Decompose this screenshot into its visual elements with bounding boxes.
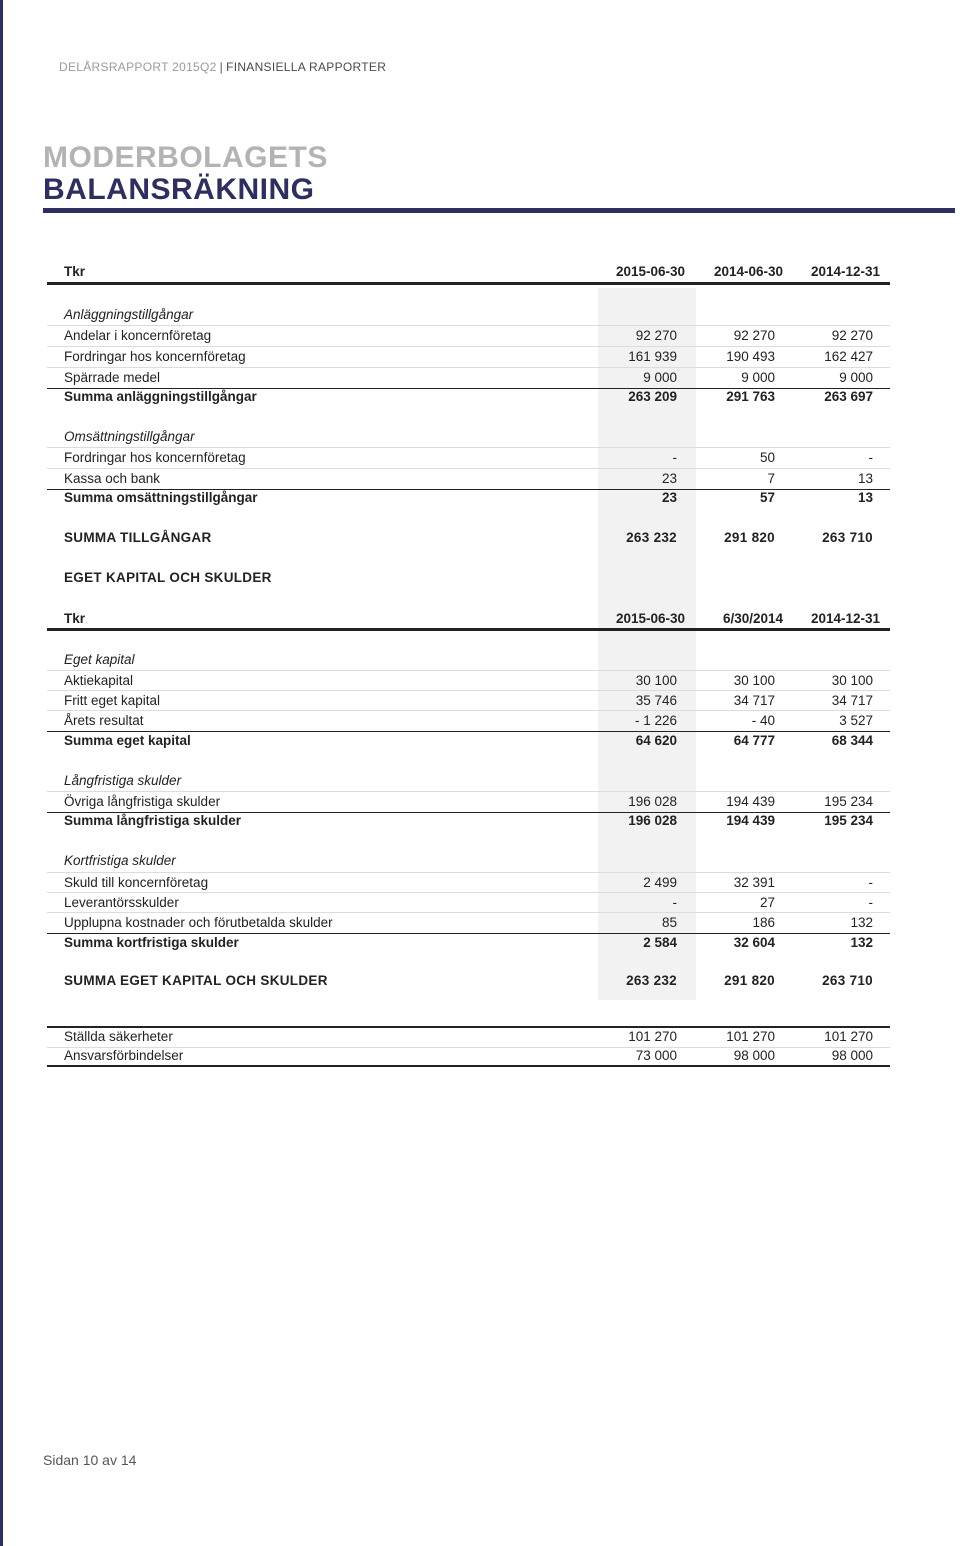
row-label: Andelar i koncernföretag bbox=[64, 328, 212, 343]
heading-label: Eget kapital bbox=[64, 652, 135, 667]
value-col3: 98 000 bbox=[831, 1048, 873, 1063]
value-col2: 190 493 bbox=[726, 349, 775, 364]
liabilities-header-rule bbox=[47, 628, 890, 631]
value-col2: - 40 bbox=[751, 713, 775, 728]
value-col2: 57 bbox=[759, 490, 775, 505]
value-col1: 196 028 bbox=[628, 813, 677, 828]
heading-label: Långfristiga skulder bbox=[64, 773, 182, 788]
left-accent-bar bbox=[0, 0, 3, 1546]
header-separator: | bbox=[219, 60, 224, 74]
value-col1: 23 bbox=[661, 490, 677, 505]
value-col2: 32 391 bbox=[733, 875, 775, 890]
value-col2: 291 763 bbox=[726, 389, 775, 404]
row-label: Leverantörsskulder bbox=[64, 895, 179, 910]
grand-total-row bbox=[47, 971, 890, 991]
liabilities-table-header bbox=[47, 609, 890, 629]
value-col3: 132 bbox=[850, 935, 873, 950]
value-col2: 50 bbox=[759, 450, 775, 465]
row-label: SUMMA EGET KAPITAL OCH SKULDER bbox=[64, 973, 328, 988]
row-label: Upplupna kostnader och förutbetalda skulder bbox=[64, 915, 333, 930]
table-row bbox=[47, 872, 890, 893]
table-row bbox=[47, 346, 890, 367]
value-col2: 194 439 bbox=[726, 794, 775, 809]
row-label: Summa anläggningstillgångar bbox=[64, 389, 257, 404]
column-header-3: 2014-12-31 bbox=[810, 264, 880, 279]
section-heading bbox=[47, 851, 890, 871]
row-label: Aktiekapital bbox=[64, 673, 134, 688]
section-title bbox=[47, 568, 890, 588]
value-col3: 13 bbox=[857, 490, 873, 505]
value-col2: 92 270 bbox=[733, 328, 775, 343]
heading-label: Omsättningstillgångar bbox=[64, 429, 195, 444]
section-heading bbox=[47, 650, 890, 670]
value-col3: 13 bbox=[857, 471, 873, 486]
value-col1: 9 000 bbox=[643, 370, 677, 385]
value-col1: 30 100 bbox=[635, 673, 677, 688]
table-row bbox=[47, 912, 890, 934]
subtotal-row bbox=[47, 811, 890, 831]
table-row bbox=[47, 892, 890, 913]
value-col3: 162 427 bbox=[824, 349, 873, 364]
value-col3: 263 710 bbox=[822, 530, 873, 545]
report-name: DELÅRSRAPPORT 2015Q2 bbox=[59, 60, 217, 74]
subtotal-row bbox=[47, 488, 890, 508]
value-col1: - bbox=[672, 895, 677, 910]
value-col1: 64 620 bbox=[635, 733, 677, 748]
value-col2: 32 604 bbox=[733, 935, 775, 950]
table-row bbox=[47, 447, 890, 468]
value-col2: 34 717 bbox=[733, 693, 775, 708]
row-label: Ansvarsförbindelser bbox=[64, 1048, 184, 1063]
value-col2: 9 000 bbox=[741, 370, 775, 385]
row-label: Summa kortfristiga skulder bbox=[64, 935, 239, 950]
value-col1: 101 270 bbox=[628, 1029, 677, 1044]
assets-header-rule bbox=[47, 282, 890, 285]
value-col3: 101 270 bbox=[824, 1029, 873, 1044]
value-col2: 64 777 bbox=[733, 733, 775, 748]
section-heading bbox=[47, 427, 890, 447]
table-row bbox=[47, 325, 890, 346]
row-label: Fritt eget kapital bbox=[64, 693, 161, 708]
value-col1: - bbox=[672, 450, 677, 465]
page-title-line1: MODERBOLAGETS bbox=[43, 141, 328, 174]
value-col3: 30 100 bbox=[831, 673, 873, 688]
row-label: Fordringar hos koncernföretag bbox=[64, 450, 246, 465]
page-header bbox=[59, 60, 386, 74]
value-col1: 263 232 bbox=[626, 530, 677, 545]
value-col1: 92 270 bbox=[635, 328, 677, 343]
memo-bottom-rule bbox=[47, 1065, 890, 1067]
subtotal-row bbox=[47, 731, 890, 751]
value-col3: - bbox=[868, 895, 873, 910]
value-col3: 263 697 bbox=[824, 389, 873, 404]
value-col2: 291 820 bbox=[724, 973, 775, 988]
unit-label: Tkr bbox=[64, 264, 86, 279]
subtotal-row bbox=[47, 933, 890, 953]
value-col1: 35 746 bbox=[635, 693, 677, 708]
section-name: FINANSIELLA RAPPORTER bbox=[226, 60, 387, 74]
value-col1: 2 499 bbox=[643, 875, 677, 890]
value-col2: 194 439 bbox=[726, 813, 775, 828]
value-col2: 30 100 bbox=[733, 673, 775, 688]
row-label: Fordringar hos koncernföretag bbox=[64, 349, 246, 364]
value-col2: 27 bbox=[759, 895, 775, 910]
column-header-2: 6/30/2014 bbox=[722, 611, 783, 626]
section-heading bbox=[47, 305, 890, 325]
value-col1: 161 939 bbox=[628, 349, 677, 364]
row-label: Ställda säkerheter bbox=[64, 1029, 173, 1044]
value-col2: 7 bbox=[767, 471, 775, 486]
page-number: Sidan 10 av 14 bbox=[43, 1452, 137, 1468]
page-title-line2: BALANSRÄKNING bbox=[43, 173, 315, 206]
table-row bbox=[47, 367, 890, 389]
memo-row bbox=[47, 1027, 890, 1048]
table-row bbox=[47, 670, 890, 691]
value-col3: - bbox=[868, 875, 873, 890]
value-col2: 291 820 bbox=[724, 530, 775, 545]
value-col3: 3 527 bbox=[839, 713, 873, 728]
heading-label: Kortfristiga skulder bbox=[64, 853, 176, 868]
row-label: Kassa och bank bbox=[64, 471, 161, 486]
section-title-label: EGET KAPITAL OCH SKULDER bbox=[64, 570, 272, 585]
unit-label: Tkr bbox=[64, 611, 86, 626]
value-col3: 68 344 bbox=[831, 733, 873, 748]
value-col1: 196 028 bbox=[628, 794, 677, 809]
value-col1: 2 584 bbox=[643, 935, 677, 950]
value-col2: 98 000 bbox=[733, 1048, 775, 1063]
value-col3: 263 710 bbox=[822, 973, 873, 988]
table-row bbox=[47, 791, 890, 813]
value-col3: 132 bbox=[850, 915, 873, 930]
value-col3: 92 270 bbox=[831, 328, 873, 343]
row-label: Summa långfristiga skulder bbox=[64, 813, 242, 828]
column-header-3: 2014-12-31 bbox=[810, 611, 880, 626]
row-label: Summa omsättningstillgångar bbox=[64, 490, 258, 505]
value-col1: 263 232 bbox=[626, 973, 677, 988]
value-col1: 85 bbox=[661, 915, 677, 930]
value-col1: 73 000 bbox=[635, 1048, 677, 1063]
column-header-1: 2015-06-30 bbox=[615, 264, 685, 279]
column-header-2: 2014-06-30 bbox=[713, 264, 783, 279]
subtotal-row bbox=[47, 387, 890, 407]
table-row bbox=[47, 690, 890, 711]
assets-table-header bbox=[47, 262, 890, 282]
column-header-1: 2015-06-30 bbox=[615, 611, 685, 626]
value-col3: 9 000 bbox=[839, 370, 873, 385]
grand-total-row bbox=[47, 528, 890, 548]
value-col3: 195 234 bbox=[824, 813, 873, 828]
value-col2: 186 bbox=[752, 915, 775, 930]
heading-label: Anläggningstillgångar bbox=[64, 307, 194, 322]
value-col1: 263 209 bbox=[628, 389, 677, 404]
row-label: SUMMA TILLGÅNGAR bbox=[64, 530, 212, 545]
row-label: Spärrade medel bbox=[64, 370, 161, 385]
row-label: Skuld till koncernföretag bbox=[64, 875, 209, 890]
title-rule bbox=[43, 208, 955, 213]
value-col1: - 1 226 bbox=[634, 713, 677, 728]
value-col3: 195 234 bbox=[824, 794, 873, 809]
value-col3: 34 717 bbox=[831, 693, 873, 708]
value-col1: 23 bbox=[661, 471, 677, 486]
table-row bbox=[47, 710, 890, 732]
row-label: Summa eget kapital bbox=[64, 733, 191, 748]
memo-row bbox=[47, 1046, 890, 1066]
value-col2: 101 270 bbox=[726, 1029, 775, 1044]
table-row bbox=[47, 468, 890, 490]
row-label: Årets resultat bbox=[64, 713, 144, 728]
value-col3: - bbox=[868, 450, 873, 465]
row-label: Övriga långfristiga skulder bbox=[64, 794, 221, 809]
section-heading bbox=[47, 771, 890, 791]
